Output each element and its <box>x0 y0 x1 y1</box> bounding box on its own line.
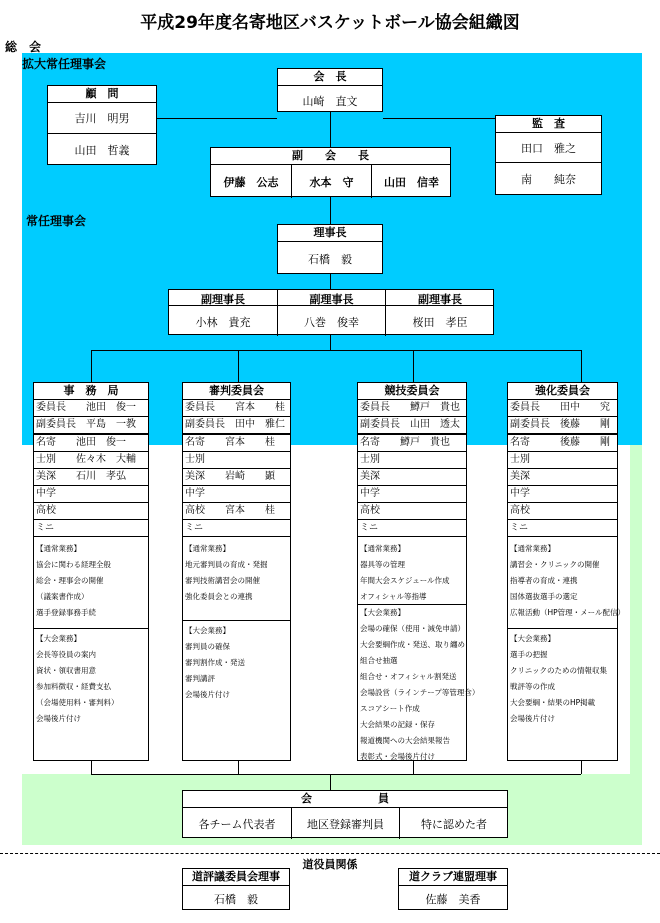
dou-box-1 <box>182 868 290 910</box>
note-line: 会場後片付け <box>510 714 555 723</box>
divider <box>496 162 601 163</box>
connector-line <box>238 760 239 774</box>
note-line: 審判員の確保 <box>185 642 230 651</box>
note-line: 【大会業務】 <box>36 634 81 643</box>
note-line: 総会・理事会の開催 <box>36 576 104 585</box>
member-row: 高校 <box>508 503 617 520</box>
committee-role: 副委員長 田中 雅仁 <box>183 417 290 435</box>
committee-kyouka <box>507 382 626 761</box>
notes-tournament <box>34 631 148 727</box>
committee-title: 強化委員会 <box>508 383 617 400</box>
member-row: 高校 宮本 桂 <box>183 503 290 520</box>
kaiin-name-3: 特に認めた者 <box>421 818 487 831</box>
kansa-name-1: 田口 雅之 <box>521 142 576 155</box>
dou-name-2: 佐藤 美香 <box>425 893 481 906</box>
note-line: 審判講評 <box>185 674 215 683</box>
note-line: 選手の把握 <box>510 650 548 659</box>
committee-role: 副委員長 山田 透太 <box>358 417 466 435</box>
fukuriji-name-3: 桜田 孝臣 <box>412 316 468 329</box>
member-row: 美深 <box>508 469 617 486</box>
notes-regular <box>183 541 290 621</box>
rijichou-box <box>277 224 383 274</box>
connector-line <box>91 760 92 774</box>
member-row: 中学 <box>183 486 290 503</box>
dou-title-1: 道評議委員会理事 <box>183 869 289 886</box>
member-row: 士別 <box>183 452 290 469</box>
note-line: 【大会業務】 <box>360 608 405 617</box>
member-row: 士別 <box>508 452 617 469</box>
note-line: 指導者の育成・連携 <box>510 576 578 585</box>
note-line: クリニックのための情報収集 <box>510 666 608 675</box>
notes-regular <box>358 541 466 605</box>
committee-title: 事 務 局 <box>34 383 148 400</box>
connector-line <box>157 118 277 119</box>
member-row: 美深 岩崎 顕 <box>183 469 290 486</box>
soukai-label: 総 会 <box>5 40 42 54</box>
fukukaichou-name-2: 水本 守 <box>309 176 354 189</box>
member-row: ミニ <box>183 520 290 537</box>
fukukaichou-box <box>210 147 451 197</box>
rijichou-name: 石橋 毅 <box>308 253 352 266</box>
member-row: 名寄 池田 俊一 <box>34 435 148 452</box>
kaichou-box <box>277 68 383 112</box>
note-line: 【通常業務】 <box>510 544 555 553</box>
komon-name-2: 山田 哲義 <box>74 144 130 157</box>
note-line: 組合せ・オフィシャル割発送 <box>360 672 457 681</box>
note-line: （議案書作成） <box>36 592 89 601</box>
committee-kyougi <box>357 382 480 761</box>
note-line: 大会要綱作成・発送、取り纏め <box>360 640 465 649</box>
committee-title: 審判委員会 <box>183 383 290 400</box>
connector-line <box>330 273 331 289</box>
note-line: 大会要綱・結果のHP掲載 <box>510 698 596 707</box>
kansa-title: 監 査 <box>496 116 601 133</box>
note-line: 【大会業務】 <box>185 626 230 635</box>
note-line: 広報活動（HP管理・メール配信） <box>510 608 626 617</box>
committee-role: 委員長 田中 究 <box>508 400 617 417</box>
note-line: 大会結果の記録・保存 <box>360 720 435 729</box>
committee-role: 委員長 池田 俊一 <box>34 400 148 417</box>
fukuriji-name-2: 八巻 俊幸 <box>304 316 359 329</box>
note-line: 資状・領収書用意 <box>36 666 96 675</box>
notes-tournament <box>183 623 290 703</box>
committee-shinpan <box>182 382 291 761</box>
fukukaichou-title: 副 会 長 <box>211 148 450 165</box>
note-line: 会長等役員の案内 <box>36 650 96 659</box>
connector-line <box>330 111 331 147</box>
member-row: 高校 <box>34 503 148 520</box>
member-row: ミニ <box>508 520 617 537</box>
connector-line <box>330 196 331 224</box>
fukuriji-box <box>168 289 494 335</box>
member-row: 中学 <box>34 486 148 503</box>
kaiin-name-1: 各チーム代表者 <box>198 818 276 831</box>
note-line: 選手登録事務手続 <box>36 608 96 617</box>
fukuriji-title-1: 副理事長 <box>201 293 245 306</box>
connector-line <box>581 760 582 774</box>
committee-title: 競技委員会 <box>358 383 466 400</box>
member-row: 士別 <box>358 452 466 469</box>
member-row: 高校 <box>358 503 466 520</box>
kaichou-name: 山崎 直文 <box>302 95 358 108</box>
notes-tournament <box>358 605 480 765</box>
member-row: ミニ <box>358 520 466 537</box>
connector-line <box>330 334 331 350</box>
committee-role: 委員長 鱒戸 貴也 <box>358 400 466 417</box>
connector-line <box>383 118 495 119</box>
note-line: 審判技術講習会の開催 <box>185 576 260 585</box>
divider <box>48 133 156 134</box>
connector-line <box>581 350 582 382</box>
kaichou-title: 会 長 <box>278 69 382 86</box>
note-line: 会場設営（ラインテープ等管理含） <box>360 688 480 697</box>
member-row: 中学 <box>508 486 617 503</box>
note-line: 戦評等の作成 <box>510 682 555 691</box>
dou-box-2 <box>398 868 508 910</box>
kaiin-box <box>182 790 508 838</box>
komon-box <box>47 85 157 165</box>
notes-regular <box>508 541 626 629</box>
member-row: 名寄 宮本 桂 <box>183 435 290 452</box>
kaiin-title: 会 員 <box>183 791 507 808</box>
member-row: ミニ <box>34 520 148 537</box>
jounin-label: 常任理事会 <box>26 214 87 228</box>
committee-role: 委員長 宮本 桂 <box>183 400 290 417</box>
note-line: 組合せ抽選 <box>360 656 398 665</box>
note-line: 協会に関わる経理全般 <box>36 560 111 569</box>
note-line: 会場後片付け <box>185 690 230 699</box>
note-line: 【通常業務】 <box>360 544 405 553</box>
committee-role: 副委員長 平島 一教 <box>34 417 148 435</box>
kakudai-label: 拡大常任理事会 <box>22 57 107 71</box>
connector-line <box>330 774 331 790</box>
dou-name-1: 石橋 毅 <box>214 893 258 906</box>
note-line: 表彰式・会場後片付け <box>360 752 435 761</box>
dou-title-2: 道クラブ連盟理事 <box>399 869 507 886</box>
connector-line <box>91 350 92 382</box>
fukuriji-title-2: 副理事長 <box>309 293 354 306</box>
committee-jimukyoku <box>33 382 149 761</box>
member-row: 名寄 後藤 剛 <box>508 435 617 452</box>
note-line: 報道機関への大会結果報告 <box>360 736 450 745</box>
fukuriji-title-3: 副理事長 <box>418 293 462 306</box>
note-line: 年間大会スケジュール作成 <box>360 576 450 585</box>
note-line: 地元審判員の育成・発掘 <box>185 560 268 569</box>
note-line: 国体選抜選手の選定 <box>510 592 578 601</box>
note-line: （会場使用料・審判料） <box>36 698 119 707</box>
note-line: 会場の確保（使用・減免申請） <box>360 624 465 633</box>
kansa-name-2: 南 純奈 <box>521 173 576 186</box>
note-line: 【通常業務】 <box>185 544 230 553</box>
member-row: 名寄 鱒戸 貴也 <box>358 435 466 452</box>
komon-name-1: 吉川 明男 <box>74 112 130 125</box>
note-line: 参加料徴収・経費支払 <box>36 682 111 691</box>
note-line: スコアシート作成 <box>360 704 420 713</box>
connector-line <box>238 350 239 382</box>
connector-line <box>91 350 581 351</box>
connector-line <box>413 350 414 382</box>
notes-regular <box>34 541 148 629</box>
fukukaichou-name-3: 山田 信幸 <box>384 176 439 189</box>
fukuriji-name-1: 小林 貴充 <box>195 316 251 329</box>
note-line: 会場後片付け <box>36 714 81 723</box>
member-row: 美深 石川 孝弘 <box>34 469 148 486</box>
committee-role: 副委員長 後藤 剛 <box>508 417 617 435</box>
kansa-box <box>495 115 602 195</box>
member-row: 士別 佐々木 大輔 <box>34 452 148 469</box>
member-row: 美深 <box>358 469 466 486</box>
note-line: 強化委員会との連携 <box>185 592 253 601</box>
fukukaichou-name-1: 伊藤 公志 <box>223 176 279 189</box>
connector-line <box>91 774 581 775</box>
page-title: 平成29年度名寄地区バスケットボール協会組織図 <box>140 13 520 33</box>
dashed-separator <box>0 853 660 854</box>
note-line: 器具等の管理 <box>360 560 405 569</box>
note-line: 講習会・クリニックの開催 <box>510 560 600 569</box>
notes-tournament <box>508 631 617 727</box>
member-row: 中学 <box>358 486 466 503</box>
douyakuin-label: 道役員関係 <box>302 858 358 871</box>
note-line: オフィシャル等指導 <box>360 592 427 601</box>
note-line: 【通常業務】 <box>36 544 81 553</box>
note-line: 【大会業務】 <box>510 634 555 643</box>
kaiin-name-2: 地区登録審判員 <box>307 818 384 831</box>
komon-title: 顧 問 <box>48 86 156 103</box>
note-line: 審判割作成・発送 <box>185 658 245 667</box>
rijichou-title: 理事長 <box>278 225 382 242</box>
